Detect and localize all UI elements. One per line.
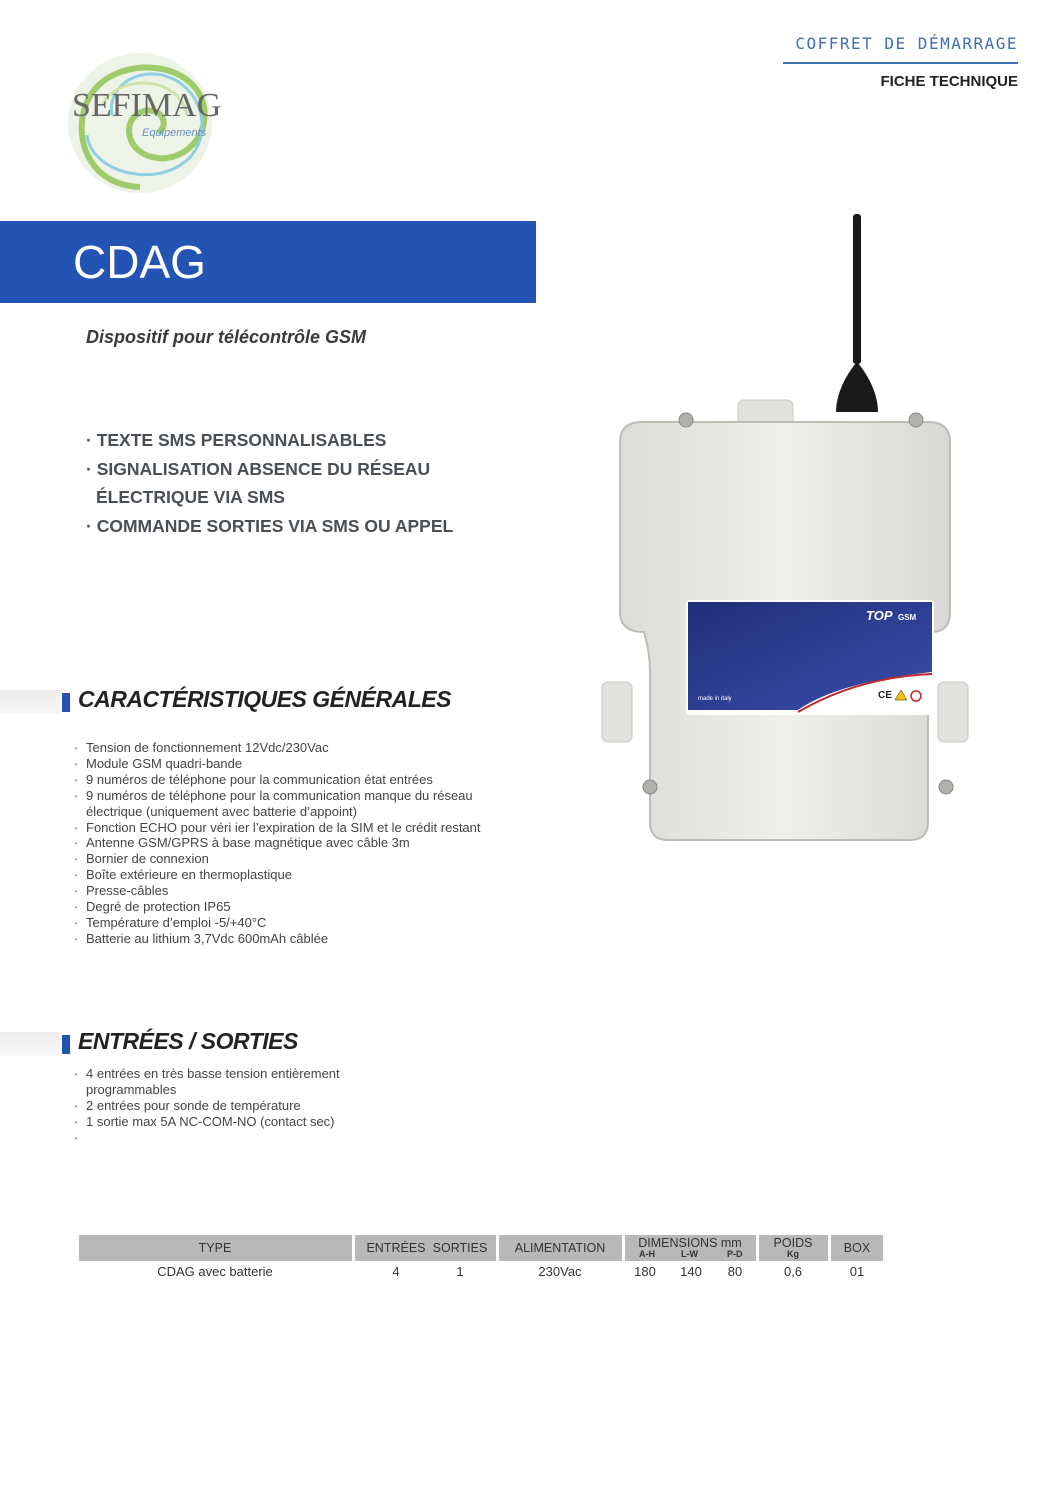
gsm-box-illustration [598, 212, 978, 852]
list-item: · Bornier de connexion [74, 851, 514, 867]
col-poids-unit: Kg [787, 1249, 799, 1259]
product-image [598, 212, 978, 852]
cell-alimentation: 230Vac [538, 1264, 582, 1279]
list-item: · Fonction ECHO pour véri ier l’expiration de la SIM et le crédit restant [74, 820, 514, 836]
col-dim-lw: L-W [681, 1249, 698, 1259]
list-item: · 2 entrées pour sonde de température [74, 1098, 364, 1114]
header-rule [783, 62, 1018, 64]
col-dimensions: DIMENSIONS mm [638, 1236, 742, 1250]
section-title: CARACTÉRISTIQUES GÉNÉRALES [78, 686, 451, 712]
col-type: TYPE [198, 1241, 232, 1255]
section-marker [62, 1035, 70, 1054]
header-doc-type: FICHE TECHNIQUE [880, 73, 1018, 90]
logo-sub-text: Equipements [142, 127, 207, 139]
cell-type: CDAG avec batterie [157, 1264, 273, 1279]
section-bar [0, 690, 60, 714]
spec-table [79, 1235, 883, 1283]
cell-sorties: 1 [456, 1264, 464, 1279]
section-marker [62, 693, 70, 712]
cell-dim-lw: 140 [680, 1264, 702, 1279]
cell-poids: 0,6 [783, 1264, 803, 1279]
list-item: · 9 numéros de téléphone pour la communication état entrées [74, 772, 514, 788]
title-band [0, 221, 536, 303]
list-item: · Boîte extérieure en thermoplastique [74, 867, 514, 883]
col-box: BOX [843, 1241, 871, 1255]
col-dim-ah: A-H [639, 1249, 655, 1259]
general-characteristics-list [74, 740, 514, 947]
label-made-in: made in italy [698, 696, 732, 702]
sefimag-logo [62, 45, 232, 195]
col-poids: POIDS [773, 1236, 813, 1250]
feature-item: · COMMANDE SORTIES VIA SMS OU APPEL [86, 515, 454, 536]
list-item: · Presse-câbles [74, 883, 514, 899]
feature-item: · TEXTE SMS PERSONNALISABLES [86, 430, 387, 450]
list-item [74, 1130, 364, 1146]
feature-item: · SIGNALISATION ABSENCE DU RÉSEAU ÉLECTRIQUE VIA SMS [86, 458, 431, 507]
section-title: ENTRÉES / SORTIES [78, 1028, 298, 1054]
logo-brand-text: SEFIMAG [72, 87, 222, 124]
label-brand: TOP [866, 608, 893, 623]
list-item: · 9 numéros de téléphone pour la communication manque du réseau électrique (uniquement avec batterie d’appoint) [74, 788, 506, 820]
col-dim-pd: P-D [727, 1249, 743, 1259]
product-title: CDAG [73, 236, 206, 288]
list-item: · Antenne GSM/GPRS à base magnétique avec câble 3m [74, 835, 514, 851]
label-brand-sub: GSM [898, 613, 917, 622]
table-header [79, 1235, 883, 1261]
section-bar [0, 1032, 60, 1056]
product-subtitle: Dispositif pour télécontrôle GSM [86, 327, 367, 347]
list-item: · Température d’emploi -5/+40°C [74, 915, 514, 931]
feature-list [86, 426, 506, 540]
header-kicker: COFFRET DE DÉMARRAGE [795, 34, 1018, 53]
cell-box: 01 [849, 1264, 865, 1279]
col-alimentation: ALIMENTATION [514, 1241, 606, 1255]
cell-entrees: 4 [392, 1264, 400, 1279]
table-row [79, 1261, 883, 1283]
cell-dim-ah: 180 [634, 1264, 656, 1279]
cell-dim-pd: 80 [727, 1264, 743, 1279]
list-item: · 1 sortie max 5A NC-COM-NO (contact sec) [74, 1114, 364, 1130]
col-sorties: SORTIES [432, 1241, 488, 1255]
label-ce: CE [878, 690, 892, 701]
list-item: · 4 entrées en très basse tension entièrement programmables [74, 1066, 364, 1098]
list-item: · Tension de fonctionnement 12Vdc/230Vac [74, 740, 514, 756]
io-list [74, 1066, 364, 1146]
list-item: · Batterie au lithium 3,7Vdc 600mAh câblée [74, 931, 514, 947]
col-entrees: ENTRÉES [366, 1241, 426, 1255]
list-item: · Degré de protection IP65 [74, 899, 514, 915]
list-item: · Module GSM quadri-bande [74, 756, 514, 772]
